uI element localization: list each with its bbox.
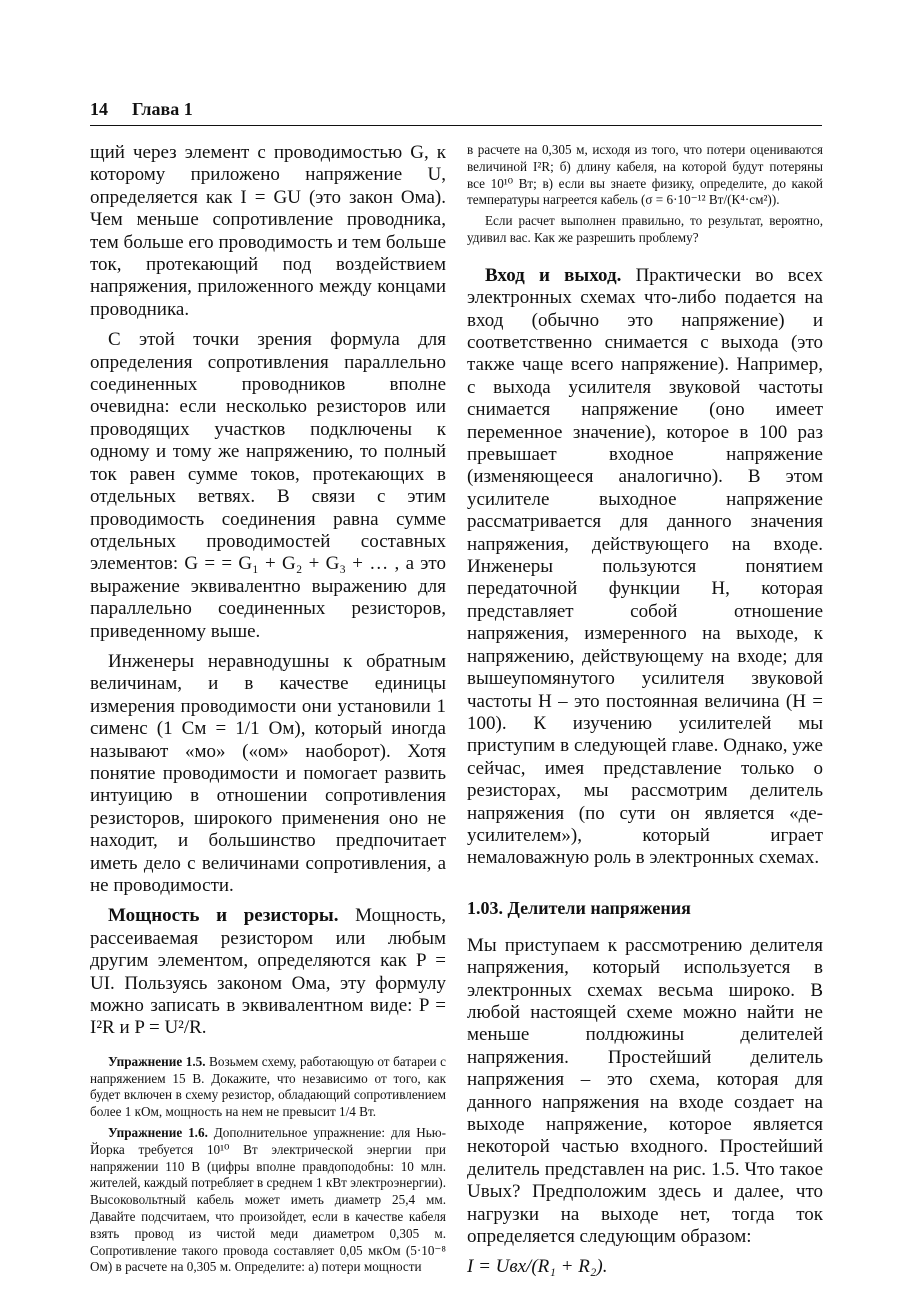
paragraph-siemens: Инженеры неравнодушны к обратным величинам, и в качестве единицы измерения проводимости они установили 1 сименс (1 См = 1/1 Ом), который иногда называют «мо» («ом» наоборот). Хотя понятие проводимости и помогает развить интуицию в отношении сопротивления резисторов, широкого применения оно не находит, и большинство предпочитает иметь дело с величинами сопротивления, а не проводимости. xyxy=(90,650,446,896)
power-text: Мощность, рассеиваемая резистором или любым другим элементом, определяются как P = UI. Пользуясь законом Ома, эту формулу можно записать в эквивалентном виде: P = I²R и P = U²/R. xyxy=(90,905,446,1039)
paragraph-parallel: С этой точки зрения формула для определения сопротивления параллельно соединенных проводников вполне очевидна: если несколько резисторов или проводящих участков подключены к одному и тому же напряжению, то полный ток равен сумме токов, протекающих в отдельных ветвях. В связи с этим проводимость соединения равна сумме отдельных проводимостей составных элементов: G = = G₁ + G₂ + G₃ + … , а это выражение эквивалентно выражению для параллельно соединенных резисторов, приведенному выше. xyxy=(90,329,446,642)
exercise-1-5-label: Упражнение 1.5. xyxy=(108,1053,206,1069)
paragraph-divider: Мы приступаем к рассмотрению делителя напряжения, который используется в электронных схемах весьма широко. В любой настоящей схеме можно найти не меньше полдюжины делителей напряжения. Простейший делитель напряжения – это схема, которая для данного напряжения на входе создает на выходе напряжение, которое является некоторой частью входного. Простейший делитель представлен на рис. 1.5. Что такое Uвых? Предположим здесь и далее, что нагрузки на выходе нет, тогда ток определяется следующим образом: xyxy=(467,934,823,1248)
power-heading: Мощность и резисторы. xyxy=(108,905,339,927)
left-column xyxy=(90,142,446,1280)
input-output-text: Практически во всех электронных схемах что-либо подается на вход (обычно это напряжение) и соответственно снимается с выхода (это также чаще всего напряжение). Например, с выхода усилителя звуковой частоты снимается напряжение (оно имеет переменное значение), которое в 100 раз превышает входное напряжение (изменяющееся аналогично). В этом усилителе выходное напряжение рассматривается для данного значения напряжения, действующего на входе. Инженеры пользуются понятием передаточной функции H, которая представляет собой отношение напряжения, измеренного на выходе, к напряжению, действующему на входе; для вышеупомянутого усилителя звуковой частоты H – это постоянная величина (H = 100). К изучению усилителей мы приступим в следующей главе. Однако, уже сейчас, имея представление только о резисторах, мы рассмотрим делитель напряжения (по сути он является «де-усилителем»), который играет немаловажную роль в электронных схемах. xyxy=(467,264,823,869)
exercise-1-6-continued: в расчете на 0,305 м, исходя из того, что потери оцениваются величиной I²R; б) длину кабеля, на которой будут потеряны все 10¹⁰ Вт; в) если вы знаете физику, определите, до какой температуры нагреется кабель (σ = 6·10⁻¹² Вт/(К⁴·см²)). xyxy=(467,142,823,208)
chapter-title: Глава 1 xyxy=(132,99,193,119)
input-output-heading: Вход и выход. xyxy=(485,264,622,286)
page-number: 14 xyxy=(90,99,108,119)
exercise-1-6-text: Дополнительное упражнение: для Нью-Йорка требуется 10¹⁰ Вт электрической энергии при напряжении 110 В (цифры вполне правдоподобны: 10 млн. жителей, каждый потребляет в среднем 1 кВт электроэнергии). Высоковольтный кабель может иметь диаметр 25,4 мм. Давайте подсчитаем, что произойдет, если в качестве кабеля взять провод из чистой меди диаметром 0,305 м. Сопротивление такого провода составляет 0,05 мкОм (5·10⁻⁸ Ом) в расчете на 0,305 м. Определите: а) потери мощности xyxy=(90,1125,447,1275)
section-title: 1.03. Делители напряжения xyxy=(467,897,691,918)
exercise-1-5-text: Возьмем схему, работающую от батареи с напряжением 15 В. Докажите, что независимо от того, как будет включен в схему резистор, обладающий сопротивлением более 1 кОм, мощность на нем не превысит 1/4 Вт. xyxy=(90,1053,446,1120)
exercise-1-5 xyxy=(90,1054,446,1121)
page-header xyxy=(90,97,822,126)
right-column xyxy=(467,142,823,1278)
exercise-1-6 xyxy=(90,1125,446,1276)
exercise-1-6-label: Упражнение 1.6. xyxy=(108,1125,208,1141)
paragraph-input-output xyxy=(467,265,823,870)
paragraph-conductance: щий через элемент с проводимостью G, к которому приложено напряжение U, определяется как I = GU (это закон Ома). Чем меньше сопротивление проводника, тем больше его проводимость и тем больше ток, протекающий под воздействием напряжения, приложенного между концами проводника. xyxy=(90,142,446,320)
exercise-1-6-note: Если расчет выполнен правильно, то результат, вероятно, удивил вас. Как же разрешить проблему? xyxy=(467,213,823,245)
paragraph-power xyxy=(90,905,446,1039)
formula-current: I = Uвх/(R₁ + R₂). xyxy=(467,1256,608,1278)
